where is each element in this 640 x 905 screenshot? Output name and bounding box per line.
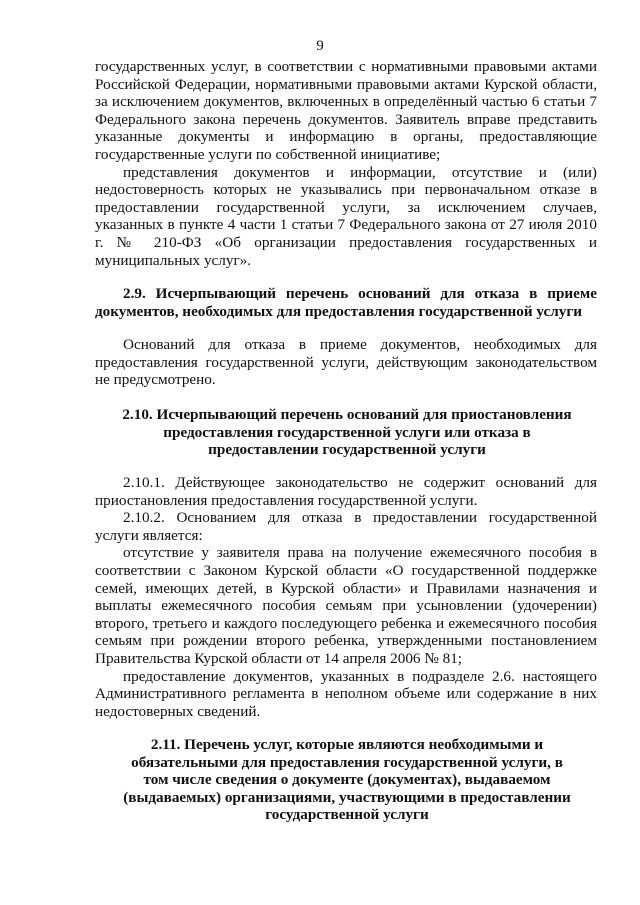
section-2-9-heading: 2.9. Исчерпывающий перечень оснований для отказа в приеме документов, необходимых для предоставления государственной услуги: [95, 285, 597, 320]
section-2-11: [118, 736, 576, 824]
paragraph-submission-exceptions: представления документов и информации, отсутствие и (или) недостоверность которых не указывались при первоначальном отказе в предоставлении государственной услуги, за исключением случаев, указанных в пункте 4 части 1 статьи 7 Федерального закона от 27 июля 2010 г. № 210-ФЗ «Об организации предоставления государственных и муниципальных услуг».: [95, 163, 597, 269]
paragraph-continuation: государственных услуг, в соответствии с нормативными правовыми актами Российской Федерации, нормативными правовыми актами Курской области, за исключением документов, включенных в определённый частью 6 статьи 7 Федерального закона перечень документов. Заявитель вправе представить указанные документы и информацию в органы, предоставляющие государственные услуги по собственной инициативе;: [95, 58, 597, 163]
paragraph-no-refusal-grounds: Оснований для отказа в приеме документов, необходимых для предоставления государственной услуги, действующим законодательством не предусмотрено.: [95, 336, 597, 389]
section-2-10-heading: 2.10. Исчерпывающий перечень оснований для приостановления предоставления государственной услуги или отказа в предоставлении государственной услуги: [122, 406, 572, 459]
section-2-10: [108, 406, 586, 459]
paragraph-refusal-ground-2: предоставление документов, указанных в подразделе 2.6. настоящего Административного регламента в неполном объеме или содержание в них недостоверных сведений.: [95, 667, 597, 720]
document-body: [95, 58, 597, 269]
section-2-9: [95, 285, 597, 320]
paragraph-refusal-ground-1: отсутствие у заявителя права на получение ежемесячного пособия в соответствии с Законом Курской области «О государственной поддержке семей, имеющих детей, в Курской области» и Правилами назначения и выплаты ежемесячного пособия семьям при усыновлении (удочерении) второго, третьего и каждого последующего ребенка и ежемесячного пособия семьям при рождении второго ребенка, утвержденными постановлением Правительства Курской области от 14 апреля 2006 № 81;: [95, 544, 597, 667]
section-2-9-body: [95, 336, 597, 389]
paragraph-2-10-1: 2.10.1. Действующее законодательство не содержит оснований для приостановления предоставления государственной услуги.: [95, 474, 597, 509]
page-number: 9: [316, 38, 324, 54]
section-2-10-body: [95, 474, 597, 720]
paragraph-2-10-2: 2.10.2. Основанием для отказа в предоставлении государственной услуги является:: [95, 509, 597, 544]
section-2-11-heading: 2.11. Перечень услуг, которые являются необходимыми и обязательными для предоставления государственной услуги, в том числе сведения о документе (документах), выдаваемом (выдаваемых) организациями, участвующими в предоставлении государственной услуги: [123, 736, 571, 824]
